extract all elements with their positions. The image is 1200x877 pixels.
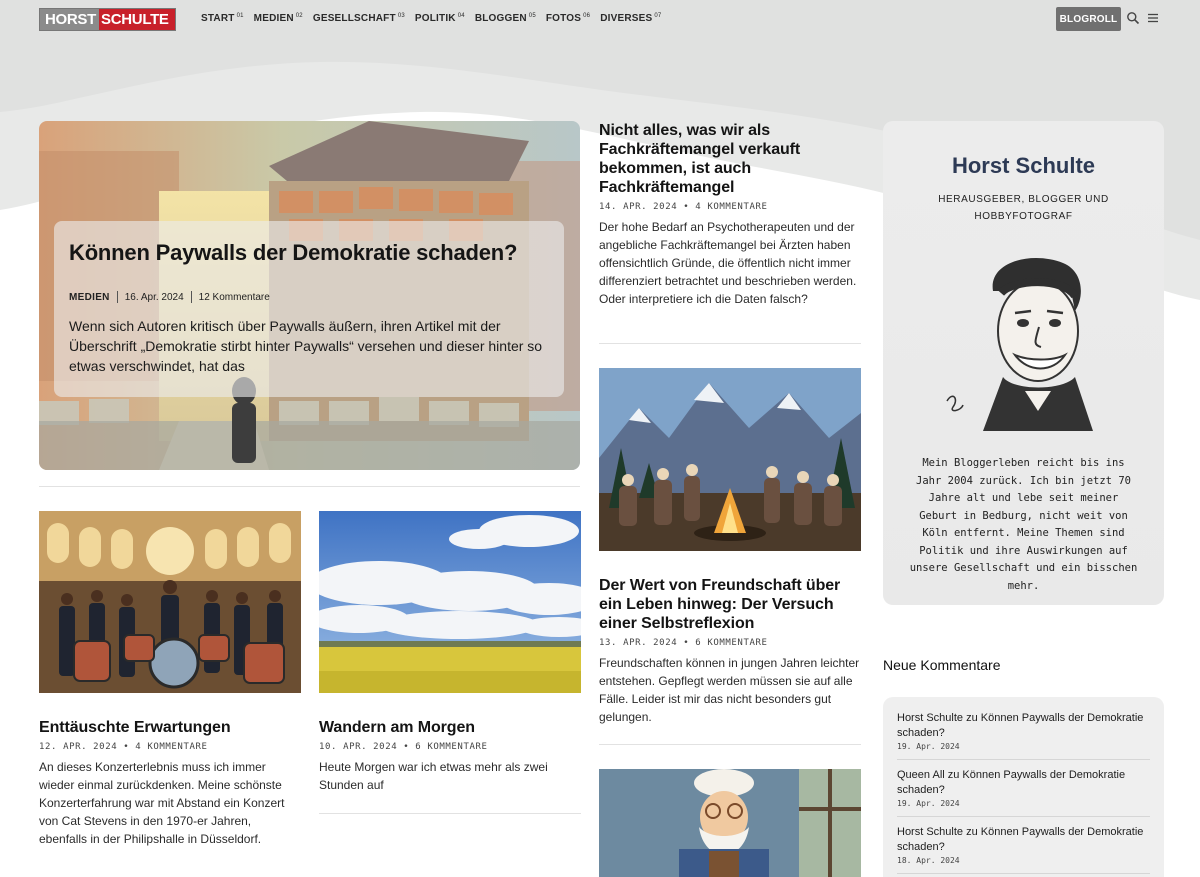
featured-post-comments[interactable]: 12 Kommentare: [198, 291, 270, 303]
search-icon[interactable]: [1126, 11, 1140, 25]
comment-date: 19. Apr. 2024: [897, 799, 960, 808]
main-nav: [201, 13, 661, 24]
nav-item-politik[interactable]: POLITIK $^{04}$: [414, 13, 465, 24]
nav-item-diverses[interactable]: DIVERSES $^{07}$: [600, 13, 662, 24]
comment-text[interactable]: Horst Schulte zu Können Paywalls der Demokratie schaden?: [897, 826, 1144, 853]
post-title[interactable]: Wandern am Morgen: [319, 719, 475, 736]
post-card-erwartungen: [39, 718, 301, 848]
post-image-freundschaft[interactable]: [599, 368, 861, 551]
featured-post-category[interactable]: MEDIEN: [69, 291, 110, 303]
author-bio: Mein Bloggerleben reicht bis ins Jahr 2004 zurück. Ich bin jetzt 70 Jahre alt und lebe seit meiner Geburt in Bedburg, nicht weit von Köln entfernt. Meine Themen sind Politik und ihre Auswirkungen auf unsere Gesellschaft und ein bisschen mehr.: [909, 457, 1138, 592]
comment-date: 18. Apr. 2024: [897, 856, 960, 865]
post-excerpt: An dieses Konzerterlebnis muss ich immer wieder einmal zurückdenken. Meine schönste Konzerterfahrung war mit Abstand ein Konzert von Cat Stevens in den 1970-er Jahren, ebenfalls in der Philipshalle in Düsseldorf.: [39, 760, 285, 846]
nav-item-gesellschaft[interactable]: GESELLSCHAFT $^{03}$: [312, 13, 405, 24]
post-image-next[interactable]: [599, 769, 861, 877]
featured-post-overlay: [54, 221, 564, 397]
author-name: Horst Schulte: [951, 153, 1096, 178]
post-card-wandern: [319, 718, 581, 794]
hamburger-menu-icon[interactable]: [1146, 11, 1160, 25]
site-logo[interactable]: [39, 8, 176, 31]
post-excerpt: Heute Morgen war ich etwas mehr als zwei Stunden auf: [319, 760, 548, 792]
nav-item-fotos[interactable]: FOTOS $^{06}$: [545, 13, 591, 24]
campfire-illustration: [599, 368, 861, 551]
recent-comments-heading: Neue Kommentare: [883, 657, 1001, 673]
nav-item-medien[interactable]: MEDIEN $^{02}$: [253, 13, 303, 24]
comment-item[interactable]: [897, 711, 1150, 760]
post-title[interactable]: Der Wert von Freundschaft über ein Leben hinweg: Der Versuch einer Selbstreflexion: [599, 577, 841, 632]
top-navigation-bar: [0, 0, 1200, 40]
logo-part-1: HORST: [40, 9, 99, 30]
post-meta: 13. APR. 2024 • 6 KOMMENTARE: [599, 638, 768, 648]
nav-item-bloggen[interactable]: BLOGGEN $^{05}$: [474, 13, 536, 24]
post-image-wandern[interactable]: [319, 511, 581, 693]
divider: [39, 486, 580, 487]
author-role: HERAUSGEBER, BLOGGER UND HOBBYFOTOGRAF: [938, 194, 1109, 222]
author-profile-card: [883, 121, 1164, 605]
old-man-illustration: [599, 769, 861, 877]
post-title[interactable]: Enttäuschte Erwartungen: [39, 719, 231, 736]
post-title[interactable]: Nicht alles, was wir als Fachkräftemangel verkauft bekommen, ist auch Fachkräftemangel: [599, 122, 801, 196]
meta-separator: [191, 291, 192, 303]
nav-item-start[interactable]: START $^{01}$: [201, 13, 244, 24]
recent-comments-list: [883, 697, 1164, 877]
rapeseed-field-photo: [319, 511, 581, 693]
post-card-freundschaft: [599, 576, 861, 726]
comment-text[interactable]: Queen All zu Können Paywalls der Demokratie schaden?: [897, 769, 1126, 796]
divider: [599, 744, 861, 745]
post-excerpt: Der hohe Bedarf an Psychotherapeuten und der angebliche Fachkräftemangel bei Ärzten haben offensichtlich Gründe, die öffentlich nicht immer differenziert betrachtet und beschrieben werden. Oder interpretiere ich die Daten falsch?: [599, 220, 857, 306]
featured-post-excerpt: Wenn sich Autoren kritisch über Paywalls äußern, ihren Artikel mit der Überschrift „Demokratie stirbt hinter Paywalls“ versehen und dieser hinter so etwas verschwindet, hat das: [69, 318, 543, 374]
post-card-fachkraefte: [599, 121, 861, 308]
post-meta: 10. APR. 2024 • 6 KOMMENTARE: [319, 742, 488, 752]
comment-text[interactable]: Horst Schulte zu Können Paywalls der Demokratie schaden?: [897, 712, 1144, 739]
divider: [319, 813, 581, 814]
comment-item[interactable]: [897, 768, 1150, 817]
featured-post-meta: [69, 291, 549, 303]
blogroll-button[interactable]: BLOGROLL: [1056, 7, 1121, 31]
post-excerpt: Freundschaften können in jungen Jahren leichter entstehen. Gepflegt werden müssen sie auf alle Fälle. Leider ist mir das nicht besonders gut gelungen.: [599, 656, 860, 724]
featured-post-title[interactable]: Können Paywalls der Demokratie schaden?: [69, 240, 518, 265]
post-meta: 12. APR. 2024 • 4 KOMMENTARE: [39, 742, 208, 752]
meta-separator: [117, 291, 118, 303]
featured-post-date: 16. Apr. 2024: [124, 291, 184, 303]
post-image-erwartungen[interactable]: [39, 511, 301, 693]
author-caricature: [943, 251, 1103, 431]
divider: [599, 343, 861, 344]
comment-item[interactable]: [897, 825, 1150, 874]
post-meta: 14. APR. 2024 • 4 KOMMENTARE: [599, 202, 768, 212]
concert-illustration: [39, 511, 301, 693]
logo-part-2: SCHULTE: [99, 9, 175, 30]
comment-date: 19. Apr. 2024: [897, 742, 960, 751]
featured-post[interactable]: [39, 121, 580, 470]
